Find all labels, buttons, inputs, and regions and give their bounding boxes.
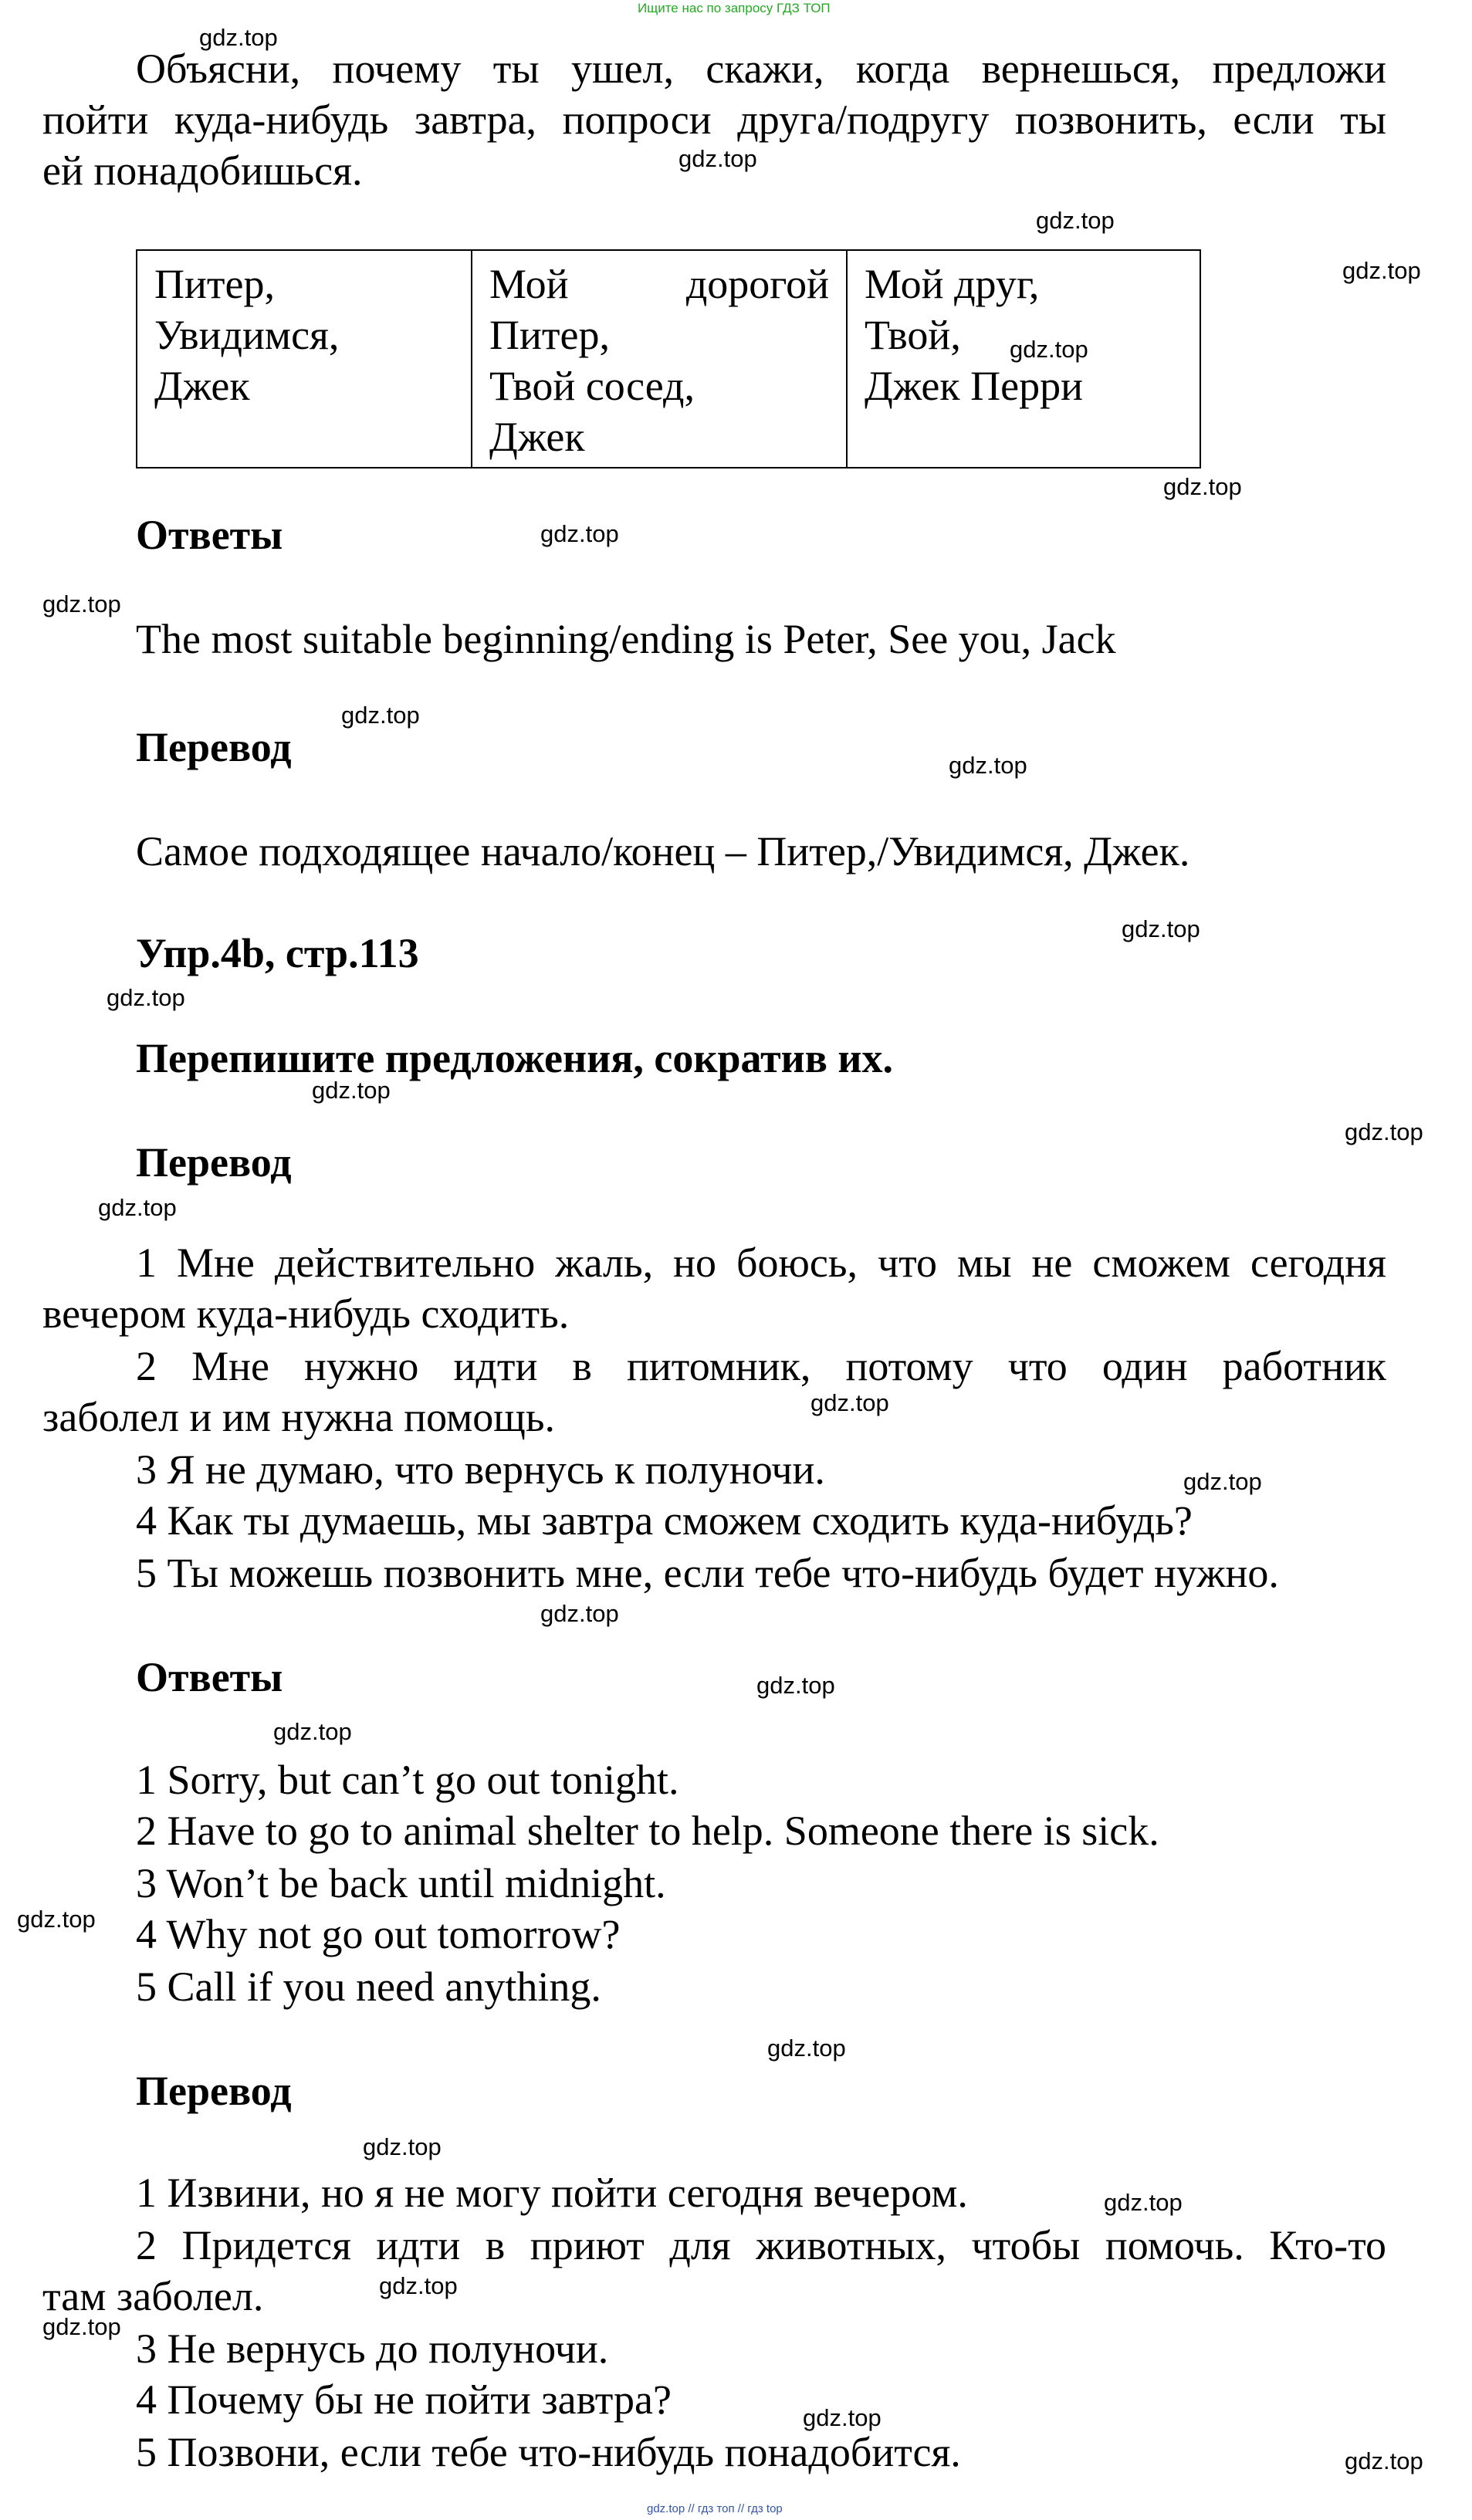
answer-item-1: 1 Sorry, but can’t go out tonight. (136, 1757, 679, 1803)
watermark: gdz.top (540, 520, 619, 547)
translation-item-5: 5 Позвони, если тебе что-нибудь понадобится. (136, 2429, 961, 2475)
translation-item-2-line-2: там заболел. (42, 2273, 264, 2319)
watermark: gdz.top (17, 1906, 96, 1933)
translation-item-4: 4 Почему бы не пойти завтра? (136, 2376, 672, 2423)
watermark: gdz.top (1104, 2189, 1183, 2216)
watermark: gdz.top (810, 1389, 889, 1416)
watermark: gdz.top (1183, 1468, 1262, 1495)
footer-links: gdz.top // гдз топ // гдз top (647, 2502, 783, 2515)
watermark: gdz.top (1036, 207, 1115, 234)
watermark: gdz.top (107, 984, 185, 1011)
watermark: gdz.top (1345, 1118, 1423, 1145)
translation-1: Самое подходящее начало/конец – Питер,/Увидимся, Джек. (136, 828, 1190, 874)
watermark: gdz.top (98, 1194, 177, 1221)
intro-line-1: Объясни, почему ты ушел, скажи, когда вернешься, предложи (136, 46, 1386, 92)
watermark: gdz.top (767, 2035, 846, 2062)
answer-item-5: 5 Call if you need anything. (136, 1964, 601, 2010)
watermark: gdz.top (1010, 336, 1088, 363)
sentence-2-line-1: 2 Мне нужно идти в питомник, потому что один работник (136, 1343, 1386, 1389)
watermark: gdz.top (949, 752, 1027, 779)
watermark: gdz.top (312, 1077, 391, 1104)
watermark: gdz.top (363, 2133, 442, 2160)
watermark: gdz.top (540, 1600, 619, 1627)
answers-heading-2: Ответы (136, 1654, 283, 1700)
answer-item-3: 3 Won’t be back until midnight. (136, 1860, 666, 1906)
table-cell-1: Питер, Увидимся, Джек (137, 250, 472, 468)
answers-heading-1: Ответы (136, 512, 283, 558)
table-cell-3: Мой друг, Твой, Джек Перри (847, 250, 1200, 468)
watermark: gdz.top (1122, 915, 1200, 942)
watermark: gdz.top (273, 1718, 352, 1745)
watermark: gdz.top (1163, 473, 1242, 500)
watermark: gdz.top (756, 1672, 835, 1699)
answer-item-4: 4 Why not go out tomorrow? (136, 1911, 621, 1957)
sentence-3: 3 Я не думаю, что вернусь к полуночи. (136, 1446, 825, 1493)
answer-item-2: 2 Have to go to animal shelter to help. Someone there is sick. (136, 1808, 1159, 1854)
watermark: gdz.top (1342, 257, 1421, 284)
watermark: gdz.top (42, 590, 121, 617)
translation-heading-2: Перевод (136, 1139, 292, 1186)
exercise-task: Перепишите предложения, сократив их. (136, 1035, 894, 1081)
answer-1: The most suitable beginning/ending is Peter, See you, Jack (136, 616, 1116, 662)
exercise-title: Упр.4b, стр.113 (136, 930, 419, 976)
table-cell-2: Мой дорогой Питер, Твой сосед, Джек (472, 250, 847, 468)
sentence-5: 5 Ты можешь позвонить мне, если тебе что-нибудь будет нужно. (136, 1550, 1279, 1596)
sentence-2-line-2: заболел и им нужна помощь. (42, 1394, 556, 1440)
intro-line-3: ей понадобишься. (42, 147, 363, 194)
watermark: gdz.top (199, 24, 278, 51)
sentence-1-line-1: 1 Мне действительно жаль, но боюсь, что мы не сможем сегодня (136, 1240, 1386, 1286)
translation-item-3: 3 Не вернусь до полуночи. (136, 2326, 609, 2372)
translation-item-1: 1 Извини, но я не могу пойти сегодня вечером. (136, 2170, 968, 2216)
sentence-1-line-2: вечером куда-нибудь сходить. (42, 1290, 570, 1337)
watermark: gdz.top (42, 2313, 121, 2340)
watermark: gdz.top (803, 2404, 882, 2431)
watermark: gdz.top (1345, 2447, 1423, 2474)
intro-line-2: пойти куда-нибудь завтра, попроси друга/подругу позвонить, если ты (42, 96, 1386, 143)
watermark: gdz.top (678, 145, 757, 172)
sentence-4: 4 Как ты думаешь, мы завтра сможем сходить куда-нибудь? (136, 1497, 1193, 1544)
translation-item-2-line-1: 2 Придется идти в приют для животных, чтобы помочь. Кто-то (136, 2222, 1386, 2268)
translation-heading-3: Перевод (136, 2068, 292, 2114)
watermark: gdz.top (379, 2272, 458, 2299)
translation-heading-1: Перевод (136, 724, 292, 770)
watermark: gdz.top (341, 702, 420, 729)
search-banner: Ищите нас по запросу ГДЗ ТОП (638, 1, 831, 15)
